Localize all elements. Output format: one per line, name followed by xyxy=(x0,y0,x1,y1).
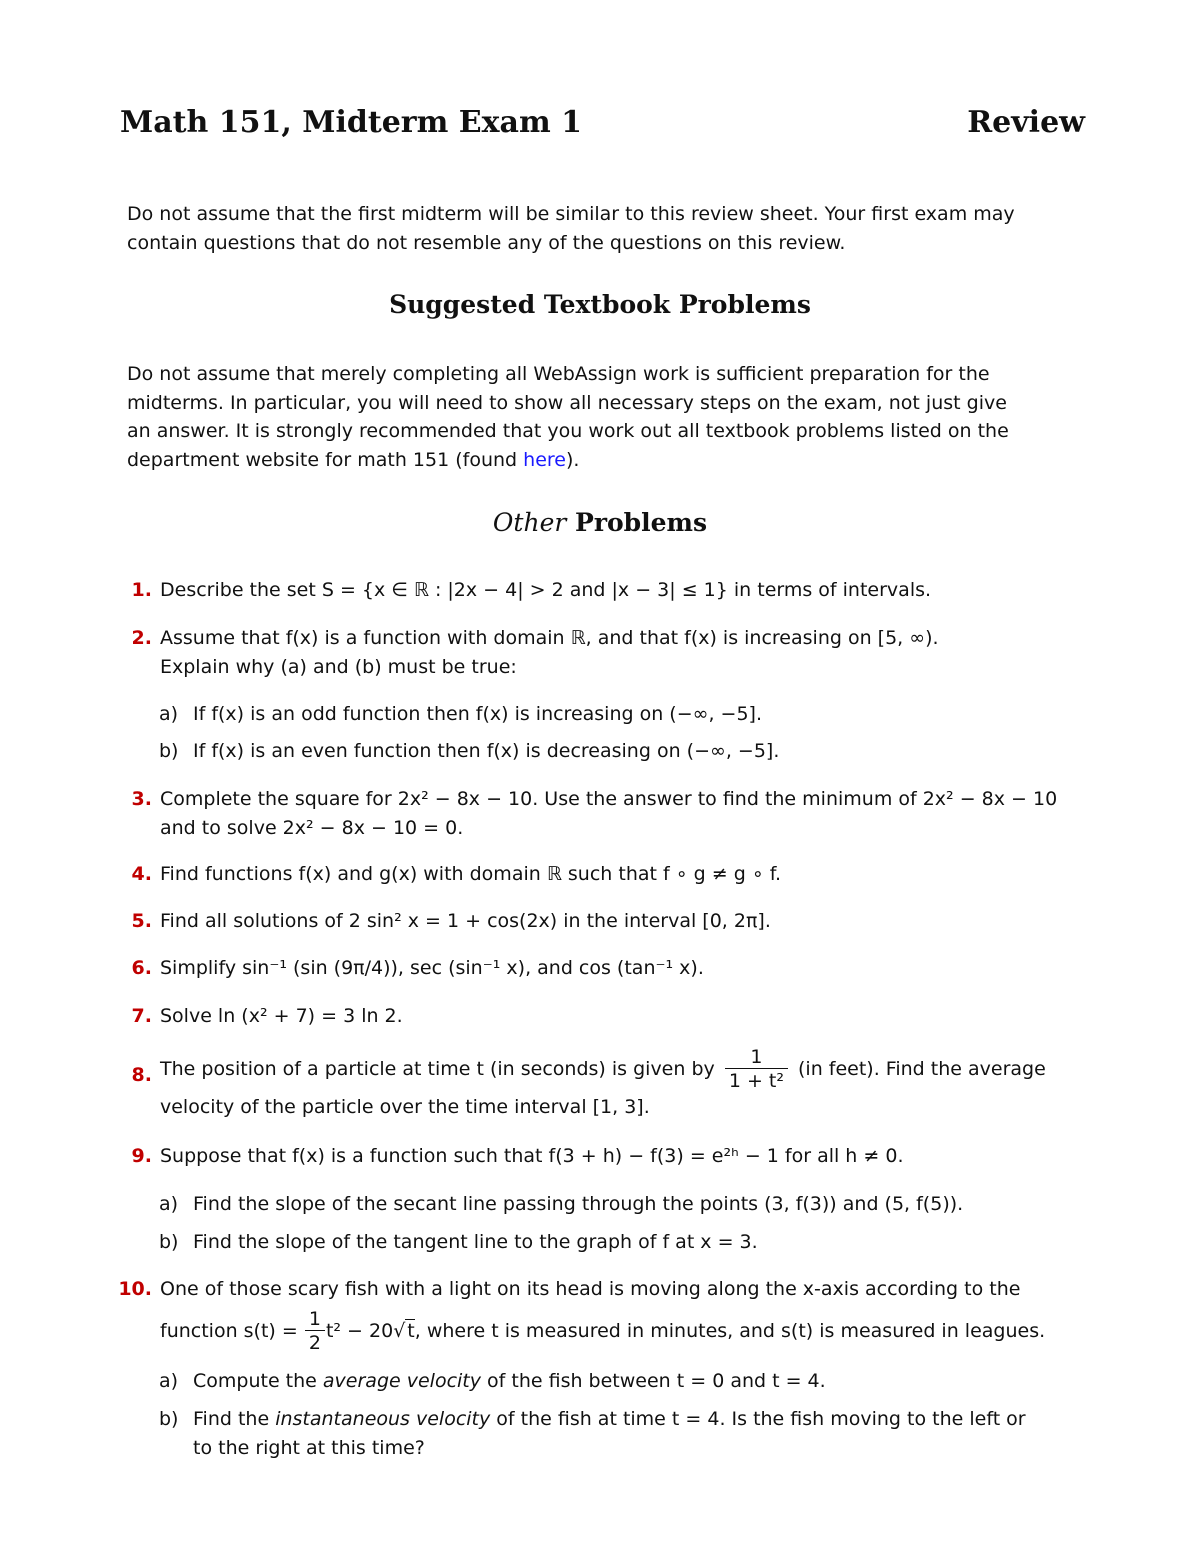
paragraph-line: Do not assume that merely completing all WebAssign work is sufficient preparation for the xyxy=(127,363,990,385)
problem-text: One of those scary fish with a light on its head is moving along the x-axis according to the xyxy=(160,1278,1021,1300)
page-title: Math 151, Midterm Exam 1 xyxy=(120,105,583,140)
part-text: Find the slope of the tangent line to the graph of f at x = 3. xyxy=(193,1231,758,1253)
problem-10b xyxy=(159,1405,1076,1459)
page-header xyxy=(120,105,1085,153)
paragraph-line: department website for math 151 (found here). xyxy=(127,448,580,471)
problem-number: 8. xyxy=(131,1064,152,1086)
problem-text: function s(t) = $\frac{1}{2}$ t² − 20√ t, where t is measured in minutes, and s(t) is measured in leagues. xyxy=(160,1307,1046,1354)
problem-text: Find all solutions of 2 sin² x = 1 + cos(2x) in the interval [0, 2π]. xyxy=(160,910,771,932)
problem-text: Assume that f(x) is a function with domain ℝ, and that f(x) is increasing on [5, ∞). xyxy=(160,627,939,649)
problem-9a xyxy=(159,1190,1076,1219)
problem-10a xyxy=(159,1367,1076,1396)
part-label: a) xyxy=(159,703,179,725)
paragraph-line: an answer. It is strongly recommended that you work out all textbook problems listed on the xyxy=(127,420,1009,442)
problem-number: 9. xyxy=(131,1145,152,1167)
part-label: a) xyxy=(159,1193,179,1215)
part-label: b) xyxy=(159,1408,179,1430)
fraction: $\frac{1}{2}$ xyxy=(305,1308,325,1355)
part-text: If f(x) is an even function then f(x) is decreasing on (−∞, −5]. xyxy=(193,740,780,762)
problem-text: Find functions f(x) and g(x) with domain ℝ such that f ∘ g ≠ g ∘ f. xyxy=(160,863,782,885)
problem-text: Complete the square for 2x² − 8x − 10. Use the answer to find the minimum of 2x² − 8x − 10 xyxy=(160,788,1058,810)
problem-number: 7. xyxy=(131,1005,152,1027)
part-label: b) xyxy=(159,1231,179,1253)
fraction: $\frac{1}{\text{1 + t²}}$ xyxy=(725,1046,788,1093)
problem-text: and to solve 2x² − 8x − 10 = 0. xyxy=(160,816,464,839)
emphasis: instantaneous velocity xyxy=(275,1408,491,1430)
problem-number: 2. xyxy=(131,627,152,649)
textbook-paragraph xyxy=(127,360,1075,474)
section-heading-other: Other Problems xyxy=(492,508,708,537)
part-text: Compute the average velocity of the fish between t = 0 and t = 4. xyxy=(193,1370,826,1392)
part-text: Find the instantaneous velocity of the fish at time t = 4. Is the fish moving to the left or to the right at this time? xyxy=(193,1408,1026,1459)
square-root: t xyxy=(407,1319,415,1342)
problem-text: Suppose that f(x) is a function such that f(3 + h) − f(3) = e²ʰ − 1 for all h ≠ 0. xyxy=(160,1145,904,1167)
problem-2b xyxy=(159,737,1076,766)
page-subtitle-review: Review xyxy=(967,105,1085,140)
emphasis: average velocity xyxy=(322,1370,481,1392)
problem-number: 5. xyxy=(131,910,152,932)
intro-paragraph xyxy=(127,200,1075,257)
section-heading-textbook: Suggested Textbook Problems xyxy=(389,290,811,319)
problem-number: 4. xyxy=(131,863,152,885)
paragraph-line: midterms. In particular, you will need to show all necessary steps on the exam, not just give xyxy=(127,391,1007,414)
part-text: Find the slope of the secant line passing through the points (3, f(3)) and (5, f(5)). xyxy=(193,1193,964,1215)
problem-number: 1. xyxy=(131,579,152,601)
problem-number: 6. xyxy=(131,957,152,979)
intro-line: Do not assume that the first midterm will be similar to this review sheet. Your first exam may xyxy=(127,203,1015,225)
intro-line: contain questions that do not resemble any of the questions on this review. xyxy=(127,231,846,254)
problem-number: 3. xyxy=(131,788,152,810)
problem-2a xyxy=(159,700,1076,729)
part-text: If f(x) is an odd function then f(x) is increasing on (−∞, −5]. xyxy=(193,703,763,725)
problem-text: The position of a particle at time t (in seconds) is given by $\frac{1}{\text{1 + t²}}$ (in feet). Find the average xyxy=(160,1046,1046,1092)
part-label: a) xyxy=(159,1370,179,1392)
problem-text: velocity of the particle over the time interval [1, 3]. xyxy=(160,1096,650,1118)
problem-text: Explain why (a) and (b) must be true: xyxy=(160,655,517,678)
problem-text: Solve ln (x² + 7) = 3 ln 2. xyxy=(160,1005,403,1027)
department-website-link[interactable]: here xyxy=(523,448,566,471)
problem-9b xyxy=(159,1228,1076,1257)
problem-number: 10. xyxy=(118,1278,152,1300)
problem-text: Simplify sin⁻¹ (sin (9π/4)), sec (sin⁻¹ x), and cos (tan⁻¹ x). xyxy=(160,957,704,979)
problem-text: Describe the set S = {x ∈ ℝ : |2x − 4| > 2 and |x − 3| ≤ 1} in terms of intervals. xyxy=(160,579,932,601)
part-label: b) xyxy=(159,740,179,762)
